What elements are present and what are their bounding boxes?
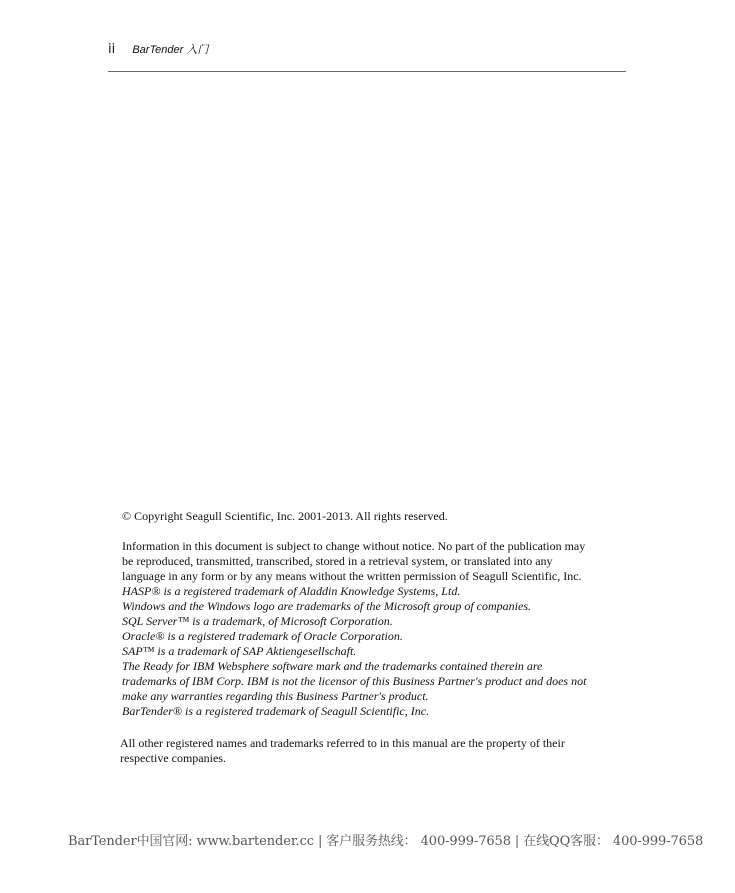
running-header: [108, 38, 208, 57]
trademark-line: HASP® is a registered trademark of Aladdin Knowledge Systems, Ltd.: [122, 584, 461, 598]
trademark-line: make any warranties regarding this Business Partner's product.: [122, 689, 429, 703]
trademark-line: Windows and the Windows logo are trademarks of the Microsoft group of companies.: [122, 599, 531, 613]
info-line: Information in this document is subject to change without notice. No part of the publication may: [122, 539, 586, 553]
header-rule: [108, 71, 626, 72]
footer-banner: BarTender中国官网: www.bartender.cc | 客户服务热线： 400-999-7658 | 在线QQ客服： 400-999-7658: [68, 834, 704, 849]
trademark-line: The Ready for IBM Websphere software mark and the trademarks contained therein are: [122, 659, 543, 673]
info-line: be reproduced, transmitted, transcribed, stored in a retrieval system, or translated into any: [122, 554, 553, 568]
trademark-line: BarTender® is a registered trademark of Seagull Scientific, Inc.: [122, 704, 430, 718]
legal-notice: [122, 509, 642, 719]
copyright-notice: © Copyright Seagull Scientific, Inc. 2001-2013. All rights reserved.: [122, 509, 448, 523]
trademark-list: [122, 584, 642, 719]
trademark-line: SQL Server™ is a trademark, of Microsoft Corporation.: [122, 614, 393, 628]
info-line: language in any form or by any means without the written permission of Seagull Scientific, Inc.: [122, 569, 582, 583]
trademark-line: SAP™ is a trademark of SAP Aktiengesellschaft.: [122, 644, 357, 658]
trademark-line: Oracle® is a registered trademark of Oracle Corporation.: [122, 629, 403, 643]
closing-line: All other registered names and trademarks referred to in this manual are the property of their: [120, 736, 565, 750]
closing-paragraph: [120, 736, 640, 766]
info-paragraph: [122, 539, 642, 584]
page-number: ii: [108, 42, 116, 57]
trademark-line: trademarks of IBM Corp. IBM is not the licensor of this Business Partner's product and does not: [122, 674, 587, 688]
closing-line: respective companies.: [120, 751, 226, 765]
running-title: BarTender 入门: [132, 44, 209, 56]
